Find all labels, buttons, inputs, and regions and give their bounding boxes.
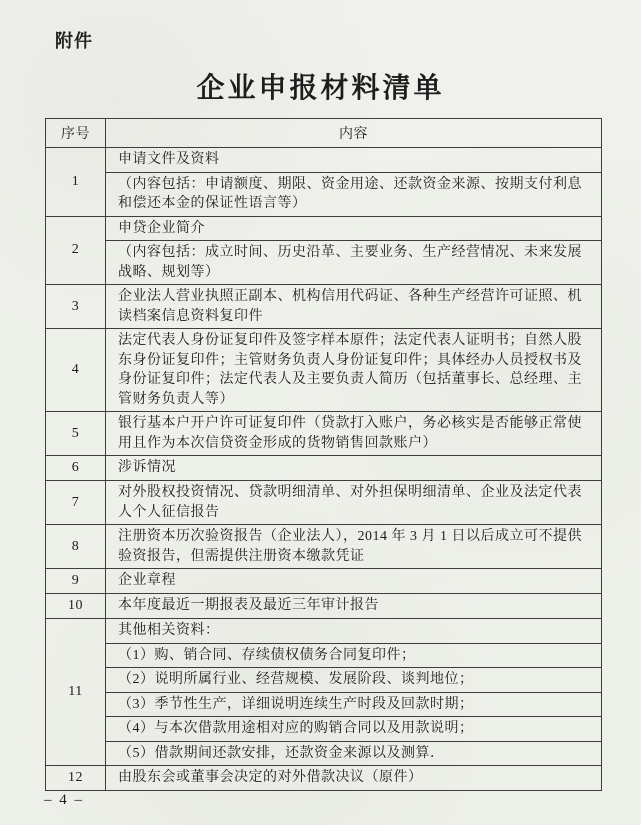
row-content: 法定代表人身份证复印件及签字样本原件；法定代表人证明书；自然人股东身份证复印件；主管财务负责人身份证复印件；具体经办人员授权书及身份证复印件；法定代表人及主要负责人简历（包括董事长、总经理、主管财务负责人等） <box>106 329 602 412</box>
table-row <box>46 766 602 791</box>
table-row <box>46 717 602 742</box>
row-number: 6 <box>46 456 106 481</box>
table-header-row <box>46 119 602 148</box>
row-number: 12 <box>46 766 106 791</box>
row-content: （3）季节性生产，详细说明连续生产时段及回款时期； <box>106 692 602 717</box>
row-number: 2 <box>46 216 106 285</box>
table-row <box>46 172 602 216</box>
table-row <box>46 329 602 412</box>
table-row <box>46 643 602 668</box>
row-number: 8 <box>46 525 106 569</box>
row-content: （内容包括：成立时间、历史沿革、主要业务、生产经营情况、未来发展战略、规划等） <box>106 241 602 285</box>
table-row <box>46 241 602 285</box>
table-row <box>46 412 602 456</box>
table-row <box>46 285 602 329</box>
row-number: 1 <box>46 148 106 217</box>
row-number: 7 <box>46 481 106 525</box>
row-content: 涉诉情况 <box>106 456 602 481</box>
row-number: 3 <box>46 285 106 329</box>
row-content: （4）与本次借款用途相对应的购销合同以及用款说明； <box>106 717 602 742</box>
row-content: 注册资本历次验资报告（企业法人），2014 年 3 月 1 日以后成立可不提供验资报告，但需提供注册资本缴款凭证 <box>106 525 602 569</box>
materials-table <box>45 118 602 791</box>
page-title: 企业申报材料清单 <box>196 72 445 103</box>
row-content: （内容包括：申请额度、期限、资金用途、还款资金来源、按期支付利息和偿还本金的保证性语言等） <box>106 172 602 216</box>
row-content: 申请文件及资料 <box>106 148 602 173</box>
row-content: （5）借款期间还款安排，还款资金来源以及测算． <box>106 741 602 766</box>
row-number: 11 <box>46 619 106 766</box>
table-row <box>46 148 602 173</box>
materials-table-head <box>46 119 602 148</box>
table-row <box>46 525 602 569</box>
table-row <box>46 692 602 717</box>
row-content: 企业法人营业执照正副本、机构信用代码证、各种生产经营许可证照、机读档案信息资料复印件 <box>106 285 602 329</box>
row-content: 申贷企业简介 <box>106 216 602 241</box>
row-content: 银行基本户开户许可证复印件（贷款打入账户，务必核实是否能够正常使用且作为本次信贷资金形成的货物销售回款账户） <box>106 412 602 456</box>
table-row <box>46 216 602 241</box>
row-content: 其他相关资料： <box>106 619 602 644</box>
row-content: 对外股权投资情况、贷款明细清单、对外担保明细清单、企业及法定代表人个人征信报告 <box>106 481 602 525</box>
row-number: 5 <box>46 412 106 456</box>
column-header-index: 序号 <box>46 119 106 148</box>
attachment-label: 附件 <box>55 31 93 51</box>
table-row <box>46 481 602 525</box>
page-number: – 4 – <box>44 792 84 808</box>
row-content: （1）购、销合同、存续债权债务合同复印件； <box>106 643 602 668</box>
row-content: （2）说明所属行业、经营规模、发展阶段、谈判地位； <box>106 668 602 693</box>
table-row <box>46 741 602 766</box>
row-number: 10 <box>46 594 106 619</box>
row-number: 4 <box>46 329 106 412</box>
row-content: 由股东会或董事会决定的对外借款决议（原件） <box>106 766 602 791</box>
row-content: 企业章程 <box>106 569 602 594</box>
table-row <box>46 619 602 644</box>
materials-table-body <box>46 148 602 791</box>
row-content: 本年度最近一期报表及最近三年审计报告 <box>106 594 602 619</box>
table-row <box>46 594 602 619</box>
column-header-content: 内容 <box>106 119 602 148</box>
row-number: 9 <box>46 569 106 594</box>
table-row <box>46 569 602 594</box>
table-row <box>46 668 602 693</box>
table-row <box>46 456 602 481</box>
